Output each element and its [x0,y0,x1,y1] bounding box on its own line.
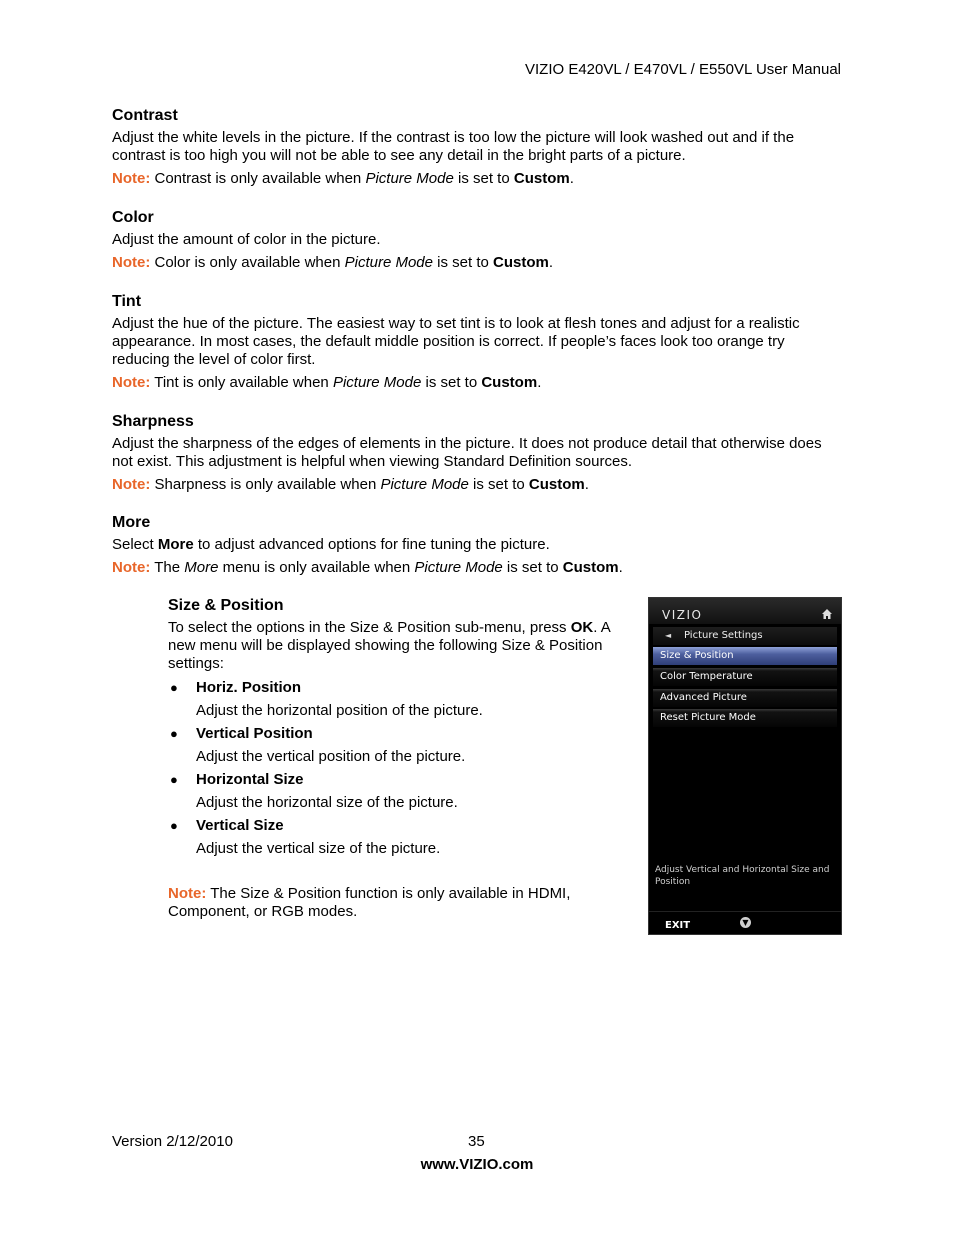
bullet-title: Vertical Position [196,725,313,742]
exit-button-icon[interactable]: ▼ [740,917,751,928]
bullet-desc: Adjust the vertical size of the picture. [196,840,441,857]
note-text: Color is only available when [150,254,345,271]
tv-menu-footer [649,911,841,934]
back-menu-label: Picture Settings [684,630,763,641]
bullet-icon: ● [170,726,178,741]
menu-item-advanced-picture[interactable]: Advanced Picture [653,689,837,707]
note-text: Sharpness is only available when [150,476,381,493]
footer-url: www.VIZIO.com [420,1156,534,1173]
bullet-desc: Adjust the vertical position of the picture. [196,748,466,765]
section-title: More [112,514,151,531]
note-text: . [537,374,542,391]
exit-label: EXIT [665,920,691,931]
note-text: is set to [453,170,514,187]
note-text: . [569,170,574,187]
note-label: Note: [112,476,151,493]
bullet-icon: ● [170,772,178,787]
back-menu-item[interactable] [653,627,837,645]
bullet-desc: Adjust the horizontal position of the picture. [196,702,483,719]
note-bold: Custom [513,170,570,187]
note-italic: Picture Mode [380,476,469,493]
section-title: Sharpness [112,413,194,430]
page-number: 35 [468,1133,485,1150]
tv-menu-screenshot [648,597,842,935]
section-title: Contrast [112,107,178,124]
section-body: Adjust the white levels in the picture. If the contrast is too low the picture will look washed out and if the contrast is too high you will not be able to see any detail in the bright parts of a picture. [112,129,795,164]
note-text: The [150,559,185,576]
note-line [112,559,842,577]
note-italic: Picture Mode [365,170,454,187]
note-text: is set to [421,374,482,391]
back-arrow-icon: ◄ [665,631,672,640]
bullet-title: Horizontal Size [196,771,304,788]
note-text: is set to [468,476,529,493]
menu-item-description: Adjust Vertical and Horizontal Size and Position [655,865,830,887]
note-text: is set to [502,559,563,576]
bullet-icon: ● [170,818,178,833]
note-bold: Custom [481,374,538,391]
bullet-icon: ● [170,680,178,695]
note-text: . [548,254,554,271]
note-italic: Picture Mode [332,374,422,391]
list-item [168,679,638,720]
document-header: VIZIO E420VL / E470VL / E550VL User Manual [524,61,841,78]
menu-item-reset-picture-mode[interactable]: Reset Picture Mode [653,709,837,727]
body-text: to adjust advanced options for fine tuning the picture. [193,536,550,553]
section-body: Adjust the hue of the picture. The easiest way to set tint is to look at flesh tones and adjust for a realistic appearance. In most cases, the default middle position is correct. If people’s faces look too orange try reducing the level of color first. [112,315,800,368]
note-label: Note: [112,374,151,391]
note-bold: Custom [493,254,549,271]
note-italic: Picture Mode [344,254,433,271]
section-intro [168,619,638,673]
body-text: Select [112,536,158,553]
note-line [168,885,638,921]
section-body [112,536,842,554]
note-label: Note: [112,559,151,576]
settings-list [168,679,638,858]
list-item [168,771,638,812]
note-label: Note: [112,254,151,271]
body-text: . A new menu will be displayed showing the following Size & Position settings: [168,619,610,672]
section-title: Tint [112,293,142,310]
note-line [112,170,842,188]
note-text: The Size & Position function is only available in HDMI, Component, or RGB modes. [168,885,571,920]
note-text: . [584,476,589,493]
home-icon [821,606,833,618]
note-text: Contrast is only available when [150,170,366,187]
body-bold: OK [570,619,594,636]
section-title: Color [112,209,154,226]
vizio-logo: VIZIO [662,608,703,622]
note-line [112,254,842,272]
menu-item-color-temperature[interactable]: Color Temperature [653,668,837,686]
note-italic: Picture Mode [414,559,503,576]
tv-menu-header [649,598,841,624]
section-contrast [112,106,842,188]
note-text: is set to [432,254,494,271]
section-sharpness [112,412,842,494]
note-label: Note: [168,885,207,902]
section-body: Adjust the amount of color in the picture. [112,231,381,248]
body-text: To select the options in the Size & Position sub-menu, press [168,619,571,636]
section-tint [112,292,842,392]
section-size-position [168,596,638,921]
section-color [112,208,842,272]
section-title: Size & Position [168,597,284,614]
note-text: Tint is only available when [150,374,333,391]
note-text: menu is only available when [218,559,415,576]
list-item [168,725,638,766]
section-more [112,513,842,577]
note-text: . [618,559,623,576]
note-label: Note: [112,170,151,187]
list-item [168,817,638,858]
note-bold: Custom [528,476,585,493]
section-body: Adjust the sharpness of the edges of elements in the picture. It does not produce detail that otherwise does not exist. This adjustment is helpful when viewing Standard Definition sources. [112,435,822,470]
note-italic: More [184,559,219,576]
menu-item-size-position[interactable]: Size & Position [653,647,837,665]
bullet-desc: Adjust the horizontal size of the picture. [196,794,458,811]
note-line [112,476,842,494]
note-line [112,374,842,392]
bullet-title: Horiz. Position [196,679,301,696]
body-bold: More [157,536,194,553]
bullet-title: Vertical Size [196,817,284,834]
footer-version: Version 2/12/2010 [112,1133,233,1150]
note-bold: Custom [562,559,619,576]
